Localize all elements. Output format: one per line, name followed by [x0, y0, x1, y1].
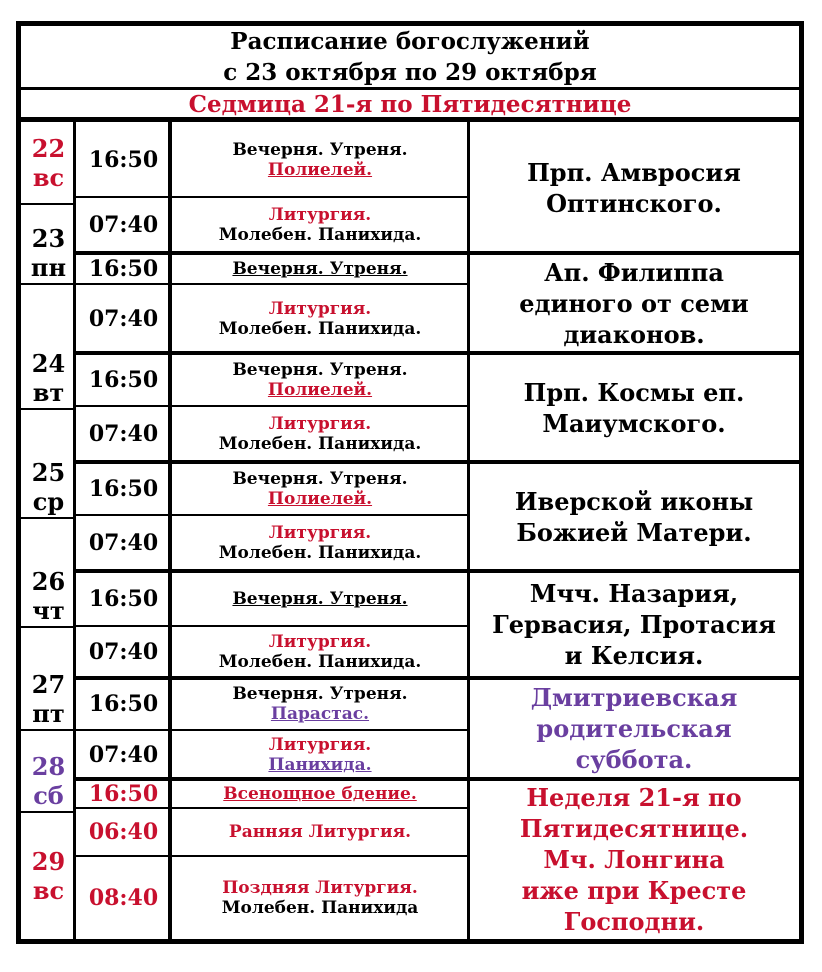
- time-label: 06:40: [88, 819, 159, 845]
- title-line-1: Расписание богослужений: [230, 28, 590, 55]
- hline-day: [21, 203, 76, 205]
- commemoration-line: Гервасия, Протасия: [492, 610, 776, 639]
- time-label: 07:40: [88, 305, 159, 332]
- hline-day: [21, 626, 76, 628]
- day-of-week: пт: [32, 699, 65, 728]
- service-line-2: Молебен. Панихида.: [218, 652, 422, 672]
- day-of-week: пн: [30, 253, 67, 282]
- service-description: [171, 730, 469, 779]
- service-time: [76, 462, 171, 515]
- service-line-2: Панихида.: [268, 754, 372, 775]
- time-label: 07:40: [88, 530, 159, 556]
- service-line-1: Литургия.: [268, 414, 372, 434]
- service-time: [76, 678, 171, 730]
- service-line-1: Литургия.: [268, 205, 372, 225]
- service-time: [76, 406, 171, 462]
- commemoration-line: Неделя 21-я по: [526, 782, 742, 812]
- hline-commemoration: [467, 569, 799, 573]
- commemoration-line: суббота.: [575, 745, 693, 774]
- time-label: 07:40: [88, 639, 159, 665]
- day-cell: [21, 204, 76, 284]
- hline-commemoration: [467, 351, 799, 355]
- service-line-1: Вечерня. Утреня.: [232, 139, 408, 160]
- service-description: [171, 253, 469, 284]
- service-time: [76, 779, 171, 808]
- service-description: [171, 571, 469, 626]
- vline-service: [467, 122, 470, 939]
- day-of-week: чт: [32, 596, 65, 625]
- service-description: [171, 808, 469, 856]
- day-number: 29: [31, 846, 66, 876]
- hline-day: [21, 729, 76, 731]
- commemoration-cell: [469, 678, 799, 779]
- service-line-2: Молебен. Панихида.: [218, 543, 422, 563]
- commemoration-line: Оптинского.: [546, 188, 722, 218]
- vline-date: [73, 122, 76, 939]
- service-line-1: Поздняя Литургия.: [222, 877, 418, 898]
- commemoration-line: Маиумского.: [542, 408, 726, 438]
- service-line-1: Литургия.: [268, 523, 372, 543]
- commemoration-line: диаконов.: [563, 319, 705, 349]
- day-cell: [21, 284, 76, 409]
- day-cell: [21, 730, 76, 812]
- time-label: 16:50: [88, 780, 159, 807]
- service-time: [76, 253, 171, 284]
- schedule-title: [21, 26, 799, 90]
- service-line-2: Молебен. Панихида: [221, 897, 419, 918]
- hline-day: [21, 517, 76, 519]
- hline-service: [76, 283, 469, 285]
- vline-time: [168, 122, 172, 939]
- commemoration-cell: [469, 253, 799, 353]
- hline-commemoration: [467, 251, 799, 255]
- service-line-1: Литургия.: [268, 734, 372, 755]
- title-line-2: с 23 октября по 29 октября: [223, 59, 597, 86]
- hline-day-boundary: [76, 251, 469, 255]
- day-number: 26: [31, 567, 66, 596]
- service-description: [171, 626, 469, 678]
- hline-day-boundary: [76, 460, 469, 464]
- time-label: 08:40: [88, 884, 159, 911]
- service-time: [76, 197, 171, 253]
- time-label: 07:40: [88, 741, 159, 768]
- week-title: Седмица 21-я по Пятидесятнице: [21, 90, 799, 122]
- hline-service: [76, 514, 469, 516]
- service-line-1: Вечерня. Утреня.: [232, 258, 408, 279]
- service-line-2: Молебен. Панихида.: [218, 318, 422, 339]
- day-number: 25: [31, 458, 66, 487]
- service-description: [171, 678, 469, 730]
- hline-day-boundary: [76, 569, 469, 573]
- service-time: [76, 730, 171, 779]
- service-description: [171, 197, 469, 253]
- day-cell: [21, 627, 76, 730]
- hline-day: [21, 283, 76, 285]
- service-time: [76, 122, 171, 197]
- day-number: 22: [31, 134, 66, 163]
- day-number: 23: [31, 224, 66, 253]
- hline-service: [76, 196, 469, 198]
- commemoration-line: Прп. Космы еп.: [523, 377, 745, 407]
- hline-commemoration: [467, 777, 799, 781]
- time-label: 16:50: [88, 366, 159, 393]
- service-description: [171, 515, 469, 571]
- time-label: 16:50: [88, 475, 159, 502]
- service-line-2: Парастас.: [270, 704, 370, 724]
- commemoration-line: Господни.: [563, 906, 705, 936]
- service-description: [171, 406, 469, 462]
- hline-day: [21, 811, 76, 813]
- service-time: [76, 353, 171, 406]
- commemoration-line: Прп. Амвросия: [527, 157, 741, 187]
- day-of-week: вс: [32, 875, 65, 905]
- service-line-2: Молебен. Панихида.: [218, 434, 422, 454]
- service-time: [76, 515, 171, 571]
- commemoration-cell: [469, 571, 799, 678]
- commemoration-line: единого от семи: [519, 288, 749, 318]
- hline-day: [21, 408, 76, 410]
- commemoration-cell: [469, 462, 799, 571]
- commemoration-cell: [469, 779, 799, 939]
- commemoration-line: родительская: [536, 714, 732, 743]
- day-number: 24: [31, 349, 66, 378]
- service-line-1: Вечерня. Утреня.: [232, 684, 408, 704]
- service-line-2: Полиелей.: [267, 159, 373, 180]
- commemoration-line: Иверской иконы: [514, 486, 754, 516]
- service-description: [171, 856, 469, 939]
- commemoration-cell: [469, 353, 799, 462]
- commemoration-line: Божией Матери.: [516, 517, 752, 547]
- time-label: 07:40: [88, 421, 159, 447]
- day-number: 28: [31, 752, 66, 781]
- time-label: 16:50: [88, 691, 159, 717]
- hline-service: [76, 855, 469, 857]
- day-cell: [21, 518, 76, 627]
- service-time: [76, 856, 171, 939]
- hline-day-boundary: [76, 777, 469, 781]
- commemoration-line: Дмитриевская: [530, 683, 738, 712]
- time-label: 16:50: [88, 585, 159, 612]
- commemoration-line: Мчч. Назария,: [529, 579, 739, 608]
- commemoration-line: и Келсия.: [564, 641, 704, 670]
- service-line-1: Всенощное бдение.: [223, 783, 417, 804]
- service-time: [76, 626, 171, 678]
- day-cell: [21, 812, 76, 939]
- hline-service: [76, 729, 469, 731]
- service-line-2: Полиелей.: [267, 379, 373, 400]
- schedule-grid: [21, 122, 799, 939]
- service-line-1: Вечерня. Утреня.: [232, 468, 408, 489]
- hline-commemoration: [467, 460, 799, 464]
- service-line-1: Вечерня. Утреня.: [232, 588, 408, 609]
- commemoration-cell: [469, 122, 799, 253]
- service-line-1: Ранняя Литургия.: [228, 822, 412, 842]
- time-label: 16:50: [88, 146, 159, 173]
- service-description: [171, 462, 469, 515]
- hline-day-boundary: [76, 351, 469, 355]
- hline-commemoration: [467, 676, 799, 680]
- day-of-week: сб: [33, 781, 64, 810]
- day-cell: [21, 409, 76, 518]
- day-cell: [21, 122, 76, 204]
- service-time: [76, 284, 171, 353]
- service-time: [76, 571, 171, 626]
- service-line-1: Литургия.: [268, 298, 372, 319]
- service-description: [171, 779, 469, 808]
- service-description: [171, 284, 469, 353]
- hline-service: [76, 807, 469, 809]
- service-description: [171, 353, 469, 406]
- time-label: 07:40: [88, 212, 159, 238]
- time-label: 16:50: [88, 255, 159, 282]
- commemoration-line: Пятидесятнице.: [519, 813, 749, 843]
- day-of-week: вт: [32, 378, 65, 407]
- service-line-1: Литургия.: [268, 632, 372, 652]
- hline-day-boundary: [76, 676, 469, 680]
- day-of-week: вс: [32, 163, 65, 192]
- hline-service: [76, 625, 469, 627]
- service-line-2: Молебен. Панихида.: [218, 225, 422, 245]
- day-number: 27: [31, 670, 66, 699]
- hline-service: [76, 405, 469, 407]
- service-description: [171, 122, 469, 197]
- commemoration-line: иже при Кресте: [521, 875, 747, 905]
- service-line-1: Вечерня. Утреня.: [232, 359, 408, 380]
- commemoration-line: Мч. Лонгина: [543, 844, 725, 874]
- service-time: [76, 808, 171, 856]
- day-of-week: ср: [32, 487, 65, 516]
- commemoration-line: Ап. Филиппа: [544, 257, 724, 287]
- service-line-2: Полиелей.: [267, 488, 373, 509]
